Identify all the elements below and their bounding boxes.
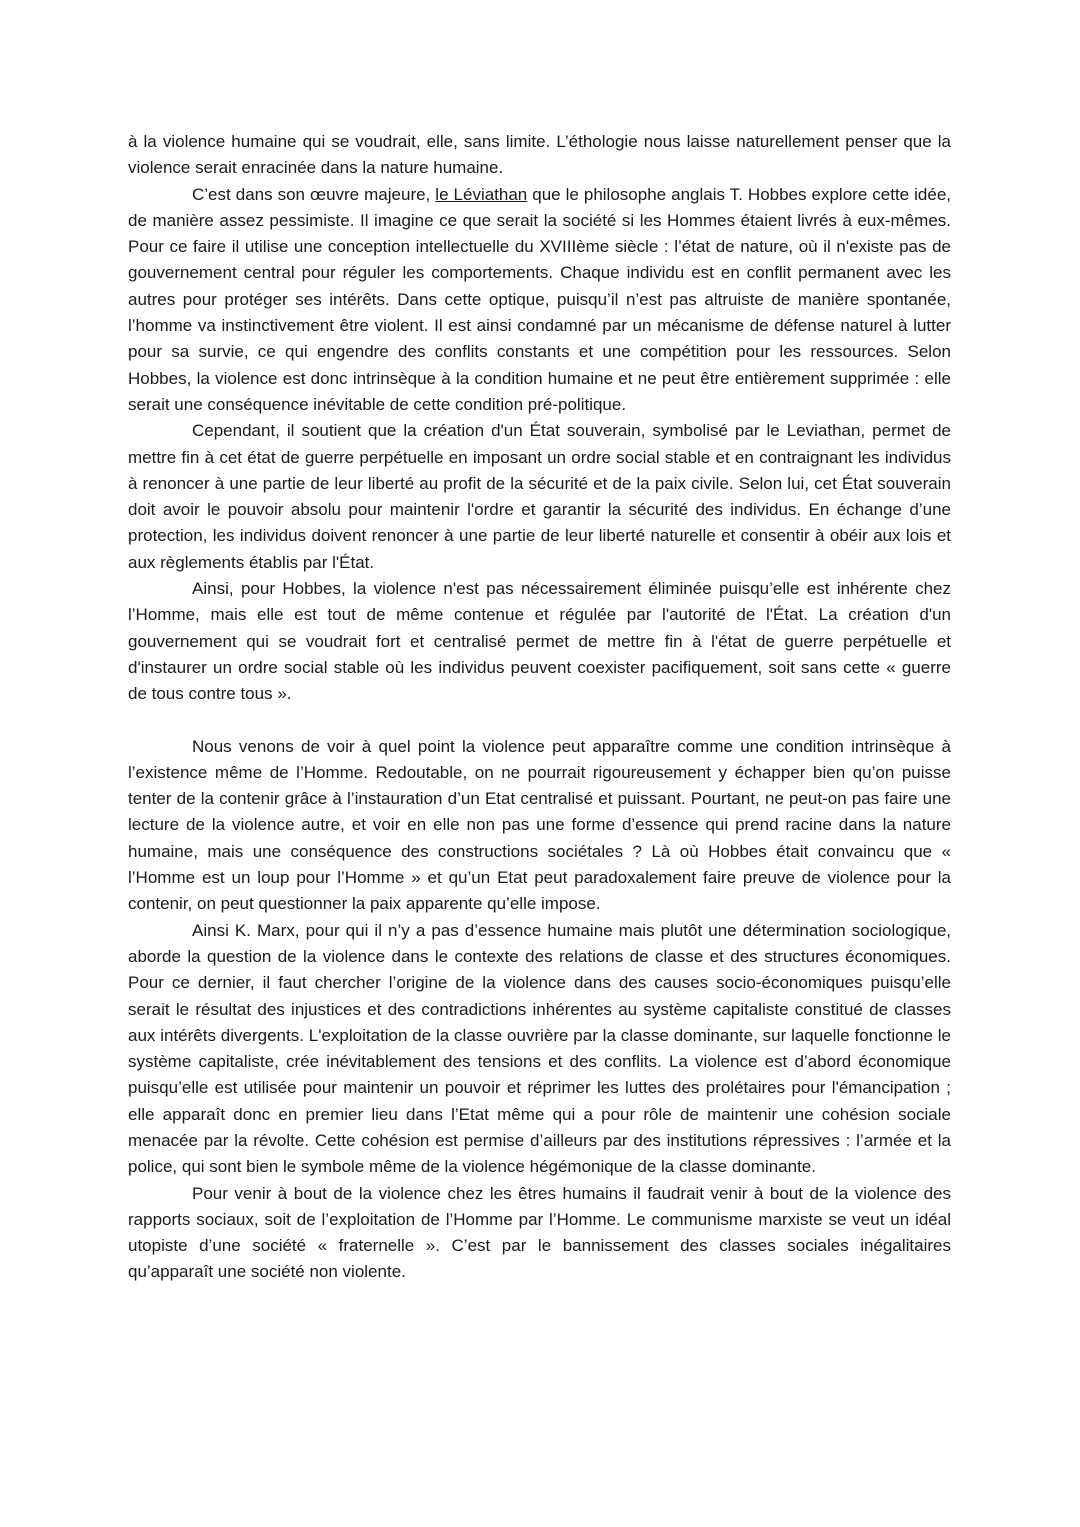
paragraph-3: Cependant, il soutient que la création d'un État souverain, symbolisé par le Leviathan, permet de mettre fin à cet état de guerre perpétuelle en imposant un ordre social stable et en contraignant les individus à renoncer à une partie de leur liberté au profit de la sécurité et de la paix civile. Selon lui, cet État souverain doit avoir le pouvoir absolu pour maintenir l'ordre et garantir la sécurité des individus. En échange d’une protection, les individus doivent renoncer à une partie de leur liberté naturelle et consentir à obéir aux lois et aux règlements établis par l'État.: [128, 421, 951, 572]
document-body: [128, 129, 951, 1286]
paragraph-5: Nous venons de voir à quel point la violence peut apparaître comme une condition intrinsèque à l’existence même de l’Homme. Redoutable, on ne pourrait rigoureusement y échapper bien qu’on puisse tenter de la contenir grâce à l’instauration d’un Etat centralisé et puissant. Pourtant, ne peut-on pas faire une lecture de la violence autre, et voir en elle non pas une forme d’essence qui prend racine dans la nature humaine, mais une conséquence des constructions sociétales ? Là où Hobbes était convaincu que « l’Homme est un loup pour l’Homme » et qu’un Etat peut paradoxalement faire preuve de violence pour la contenir, on peut questionner la paix apparente qu’elle impose.: [128, 736, 951, 914]
book-title-leviathan: le Léviathan: [435, 184, 528, 204]
paragraph-4: Ainsi, pour Hobbes, la violence n'est pas nécessairement éliminée puisqu’elle est inhérente chez l’Homme, mais elle est tout de même contenue et régulée par l'autorité de l'État. La création d'un gouvernement qui se voudrait fort et centralisé permet de mettre fin à l'état de guerre perpétuelle et d'instaurer un ordre social stable où les individus peuvent coexister pacifiquement, soit sans cette « guerre de tous contre tous ».: [128, 579, 951, 704]
paragraph-2: [128, 182, 951, 419]
paragraph-2-after: que le philosophe anglais T. Hobbes explore cette idée, de manière assez pessimiste. Il imagine ce que serait la société si les Hommes étaient livrés à eux-mêmes. Pour ce faire il utilise une conception intellectuelle du XVIIIème siècle : l’état de nature, où il n'existe pas de gouvernement central pour réguler les comportements. Chaque individu est en conflit permanent avec les autres pour protéger ses intérêts. Dans cette optique, puisqu’il n’est pas altruiste de manière spontanée, l’homme va instinctivement être violent. Il est ainsi condamné par un mécanisme de défense naturel à lutter pour sa survie, ce qui engendre des conflits constants et une compétition pour les ressources. Selon Hobbes, la violence est donc intrinsèque à la condition humaine et ne peut être entièrement supprimée : elle serait une conséquence inévitable de cette condition pré-politique.: [128, 184, 951, 414]
paragraph-1: à la violence humaine qui se voudrait, elle, sans limite. L’éthologie nous laisse naturellement penser que la violence serait enracinée dans la nature humaine.: [128, 132, 951, 178]
paragraph-7: Pour venir à bout de la violence chez les êtres humains il faudrait venir à bout de la violence des rapports sociaux, soit de l’exploitation de l’Homme par l’Homme. Le communisme marxiste se veut un idéal utopiste d’une société « fraternelle ». C’est par le bannissement des classes sociales inégalitaires qu’apparaît une société non violente.: [128, 1183, 951, 1282]
paragraph-6: Ainsi K. Marx, pour qui il n’y a pas d’essence humaine mais plutôt une détermination sociologique, aborde la question de la violence dans le contexte des relations de classe et des structures économiques. Pour ce dernier, il faut chercher l’origine de la violence dans des causes socio-économiques puisqu’elle serait le résultat des injustices et des contradictions inhérentes au système capitaliste constitué de classes aux intérêts divergents. L'exploitation de la classe ouvrière par la classe dominante, sur laquelle fonctionne le système capitaliste, crée inévitablement des tensions et des conflits. La violence est d’abord économique puisqu’elle est utilisée pour maintenir un pouvoir et réprimer les luttes des prolétaires pour l'émancipation ; elle apparaît donc en premier lieu dans l’Etat même qui a pour rôle de maintenir une cohésion sociale menacée par la révolte. Cette cohésion est permise d’ailleurs par des institutions répressives : l’armée et la police, qui sont bien le symbole même de la violence hégémonique de la classe dominante.: [128, 920, 951, 1177]
paragraph-2-before: C’est dans son œuvre majeure,: [192, 184, 436, 204]
